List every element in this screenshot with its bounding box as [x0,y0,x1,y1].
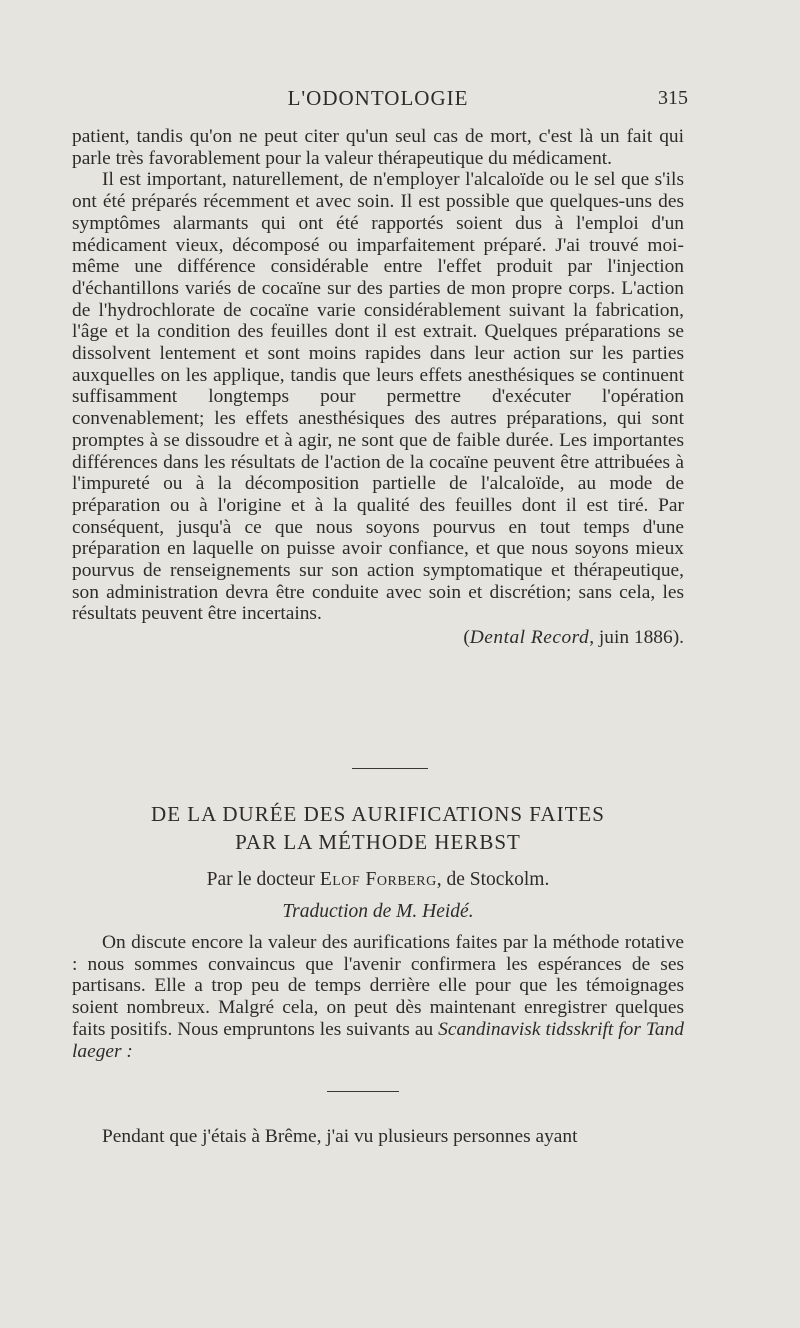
section-intro [72,932,684,1062]
byline-prefix: Par le docteur [206,869,320,890]
page-header [72,86,688,116]
running-title: L'ODONTOLOGIE [287,86,469,110]
section-intro-text: On discute encore la valeur des aurifications faites par la méthode rotative : nous sommes convaincus que l'avenir confirmera les espérances de ses partisans. Elle a trop peu de temps derrière elle pour que les témoignages soient nombreux. Malgré cela, on peut dès maintenant enregistrer quelques faits positifs. Nous empruntons les suivants au [72,932,684,1040]
journal-title: Scandinavisk tidsskrift for Tand laeger : [72,1018,685,1062]
quoted-text-start: Pendant que j'étais à Brême, j'ai vu plusieurs personnes ayant [102,1126,578,1147]
article-section [72,800,684,1062]
paragraph-cocaine-preparation: Il est important, naturellement, de n'employer l'alcaloïde ou le sel que s'ils ont été préparés récemment et avec soin. Il est possible que quelques-uns des symptômes alarmants qui ont été rapportés soient dus à l'emploi d'un médicament vieux, décomposé ou imparfaitement préparé. J'ai trouvé moi-même une différence considérable entre l'effet produit par l'injection d'échantillons variés de cocaïne sur des parties de mon propre corps. L'action de l'hydrochlorate de cocaïne varie considérablement suivant la fabrication, l'âge et la condition des feuilles dont il est extrait. Quelques préparations se dissolvent lentement et sont moins rapides dans leur action sur les parties auxquelles on les applique, tandis que leurs effets anesthésiques se continuent suffisamment longtemps pour permettre d'exécuter l'opération convenablement; les effets anesthésiques des autres préparations, qui sont promptes à se dissoudre et à agir, ne sont que de faible durée. Les importantes différences dans les résultats de l'action de la cocaïne peuvent être attribuées à l'impureté ou à la décomposition partielle de l'alcaloïde, au mode de préparation ou à l'origine et à la qualité des feuilles dont il est tiré. Par conséquent, jusqu'à ce que nous soyons pourvus en tout temps d'une préparation en laquelle on puisse avoir confiance, et que nous soyons mieux pourvus de renseignements sur son action symptomatique et thérapeutique, son administration devra être conduite avec soin et discrétion; sans cela, les résultats peuvent être incertains. [72,169,684,625]
paragraph-continuation: patient, tandis qu'on ne peut citer qu'un seul cas de mort, c'est là un fait qui parle très favorablement pour la valeur thérapeutique du médicament. [72,126,684,169]
byline-suffix: , de Stockolm. [436,869,550,890]
article-body [72,126,684,649]
citation: (Dental Record, juin 1886). [463,627,684,649]
author-name: Elof Forberg [319,869,437,890]
citation-source: Dental Record [469,627,590,649]
quote-divider [327,1091,399,1092]
byline [72,868,684,892]
translation-credit: Traduction de M. Heidé. [282,901,474,922]
citation-date: , juin 1886). [589,627,684,649]
section-divider [352,768,428,769]
section-title-line-2: PAR LA MÉTHODE HERBST [235,830,521,854]
page-number: 315 [658,87,688,109]
section-title-line-1: DE LA DURÉE DES AURIFICATIONS FAITES [151,802,605,826]
